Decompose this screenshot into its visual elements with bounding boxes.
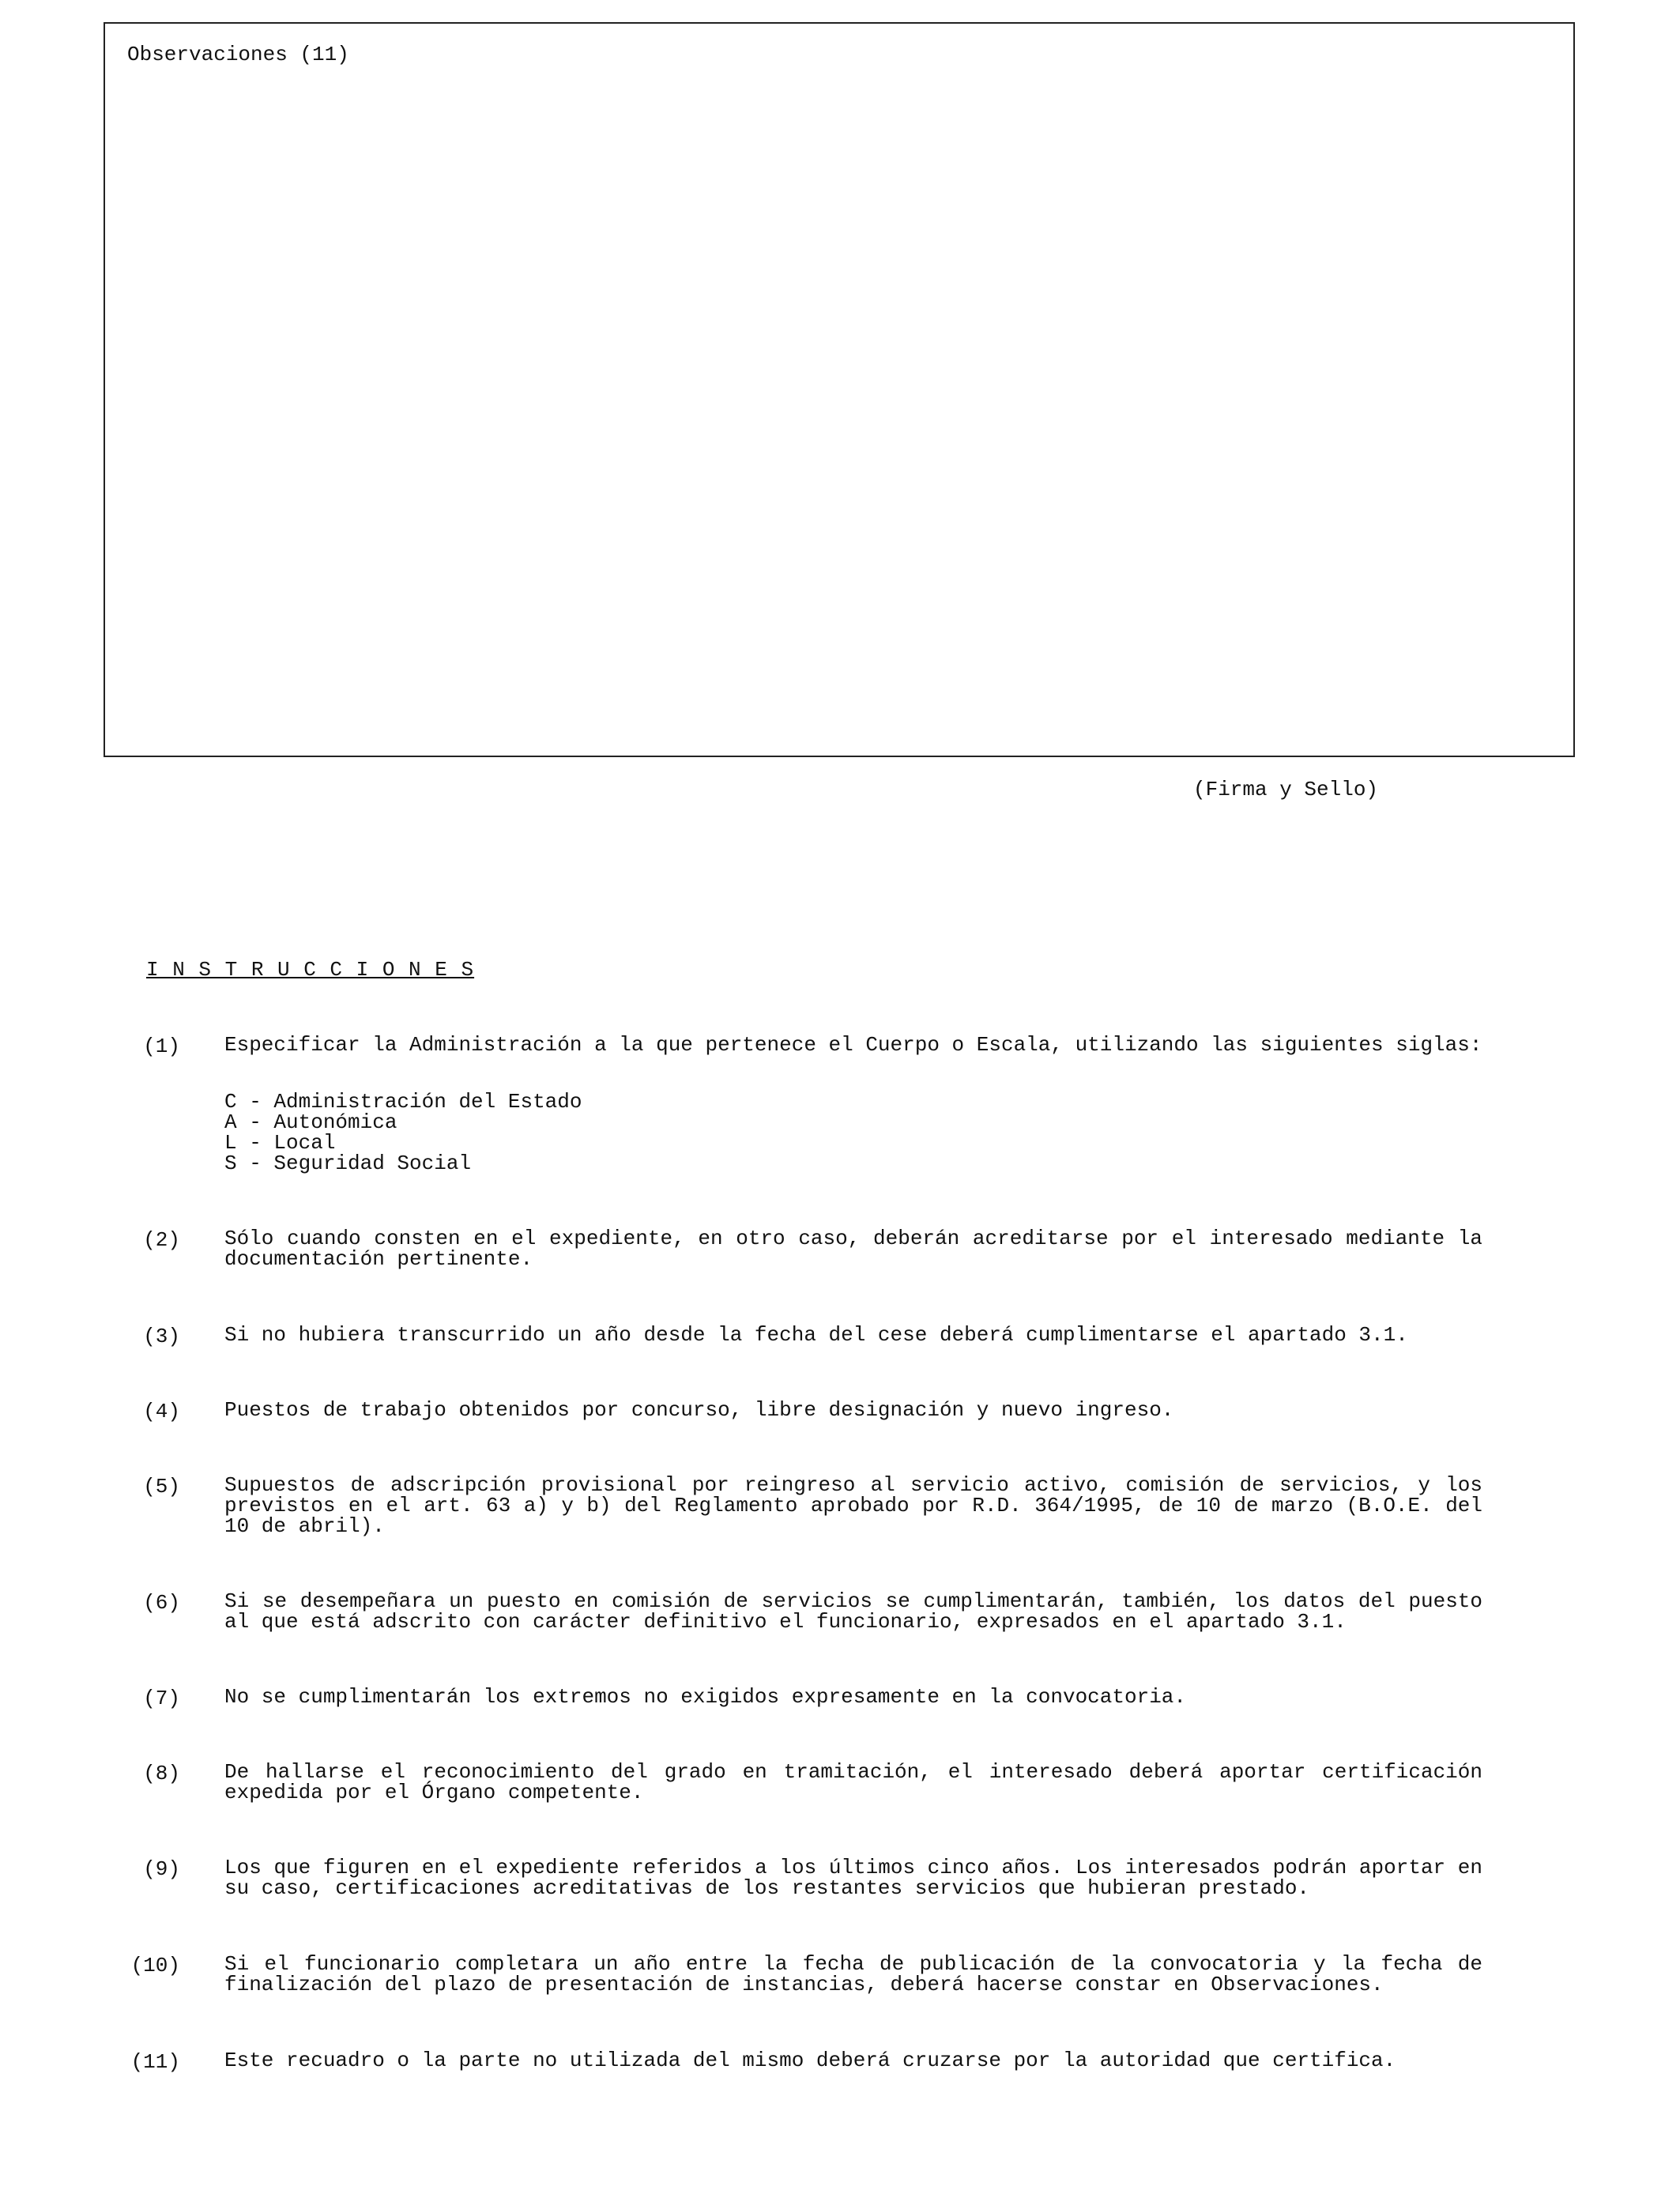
note-text: De hallarse el reconocimiento del grado en tramitación, el interesado deberá aportar certificación expedida por el Órgano competente. [224,1760,1482,1804]
note-number: (3) [143,1325,180,1348]
note-number: (10) [130,1954,180,1977]
note-text: Si no hubiera transcurrido un año desde la fecha del cese deberá cumplimentarse el apartado 3.1. [224,1323,1408,1347]
note-number: (11) [130,2050,180,2074]
note-text: Sólo cuando consten en el expediente, en otro caso, deberán acreditarse por el interesado mediante la documentación pertinente. [224,1227,1482,1271]
note-text: No se cumplimentarán los extremos no exigidos expresamente en la convocatoria. [224,1685,1186,1709]
note-text: Supuestos de adscripción provisional por reingreso al servicio activo, comisión de servicios, y los previstos en el art. 63 a) y b) del Reglamento aprobado por R.D. 364/1995, de 10 de marzo (B.O.E. del 10 de abril). [224,1473,1482,1538]
sigla-item: C - Administración del Estado [224,1090,582,1114]
note-text: Este recuadro o la parte no utilizada del mismo deberá cruzarse por la autoridad que certifica. [224,2049,1396,2072]
observaciones-label: Observaciones (11) [127,43,349,66]
note-number: (7) [143,1687,180,1710]
note-text: Especificar la Administración a la que pertenece el Cuerpo o Escala, utilizando las siguientes siglas: [224,1033,1482,1057]
instrucciones-title: I N S T R U C C I O N E S [146,958,475,982]
firma-sello-label: (Firma y Sello) [1193,778,1379,801]
note-number: (5) [143,1475,180,1498]
note-text: Si el funcionario completara un año entre la fecha de publicación de la convocatoria y la fecha de finalización del plazo de presentación de instancias, deberá hacerse constar en Observaciones. [224,1952,1482,1996]
note-text: Puestos de trabajo obtenidos por concurso, libre designación y nuevo ingreso. [224,1398,1174,1422]
sigla-item: S - Seguridad Social [224,1152,472,1175]
note-number: (9) [143,1857,180,1881]
note-number: (6) [143,1591,180,1615]
siglas-list [224,1091,582,1174]
note-number: (1) [143,1035,180,1058]
sigla-item: L - Local [224,1131,336,1155]
note-number: (8) [143,1762,180,1785]
note-text: Los que figuren en el expediente referidos a los últimos cinco años. Los interesados podrán aportar en su caso, certificaciones acreditativas de los restantes servicios que hubieran prestado. [224,1856,1482,1900]
note-number: (2) [143,1228,180,1252]
sigla-item: A - Autonómica [224,1110,397,1134]
observaciones-box [104,22,1575,757]
note-number: (4) [143,1400,180,1423]
note-text: Si se desempeñara un puesto en comisión de servicios se cumplimentarán, también, los datos del puesto al que está adscrito con carácter definitivo el funcionario, expresados en el apartado 3.1. [224,1589,1482,1634]
